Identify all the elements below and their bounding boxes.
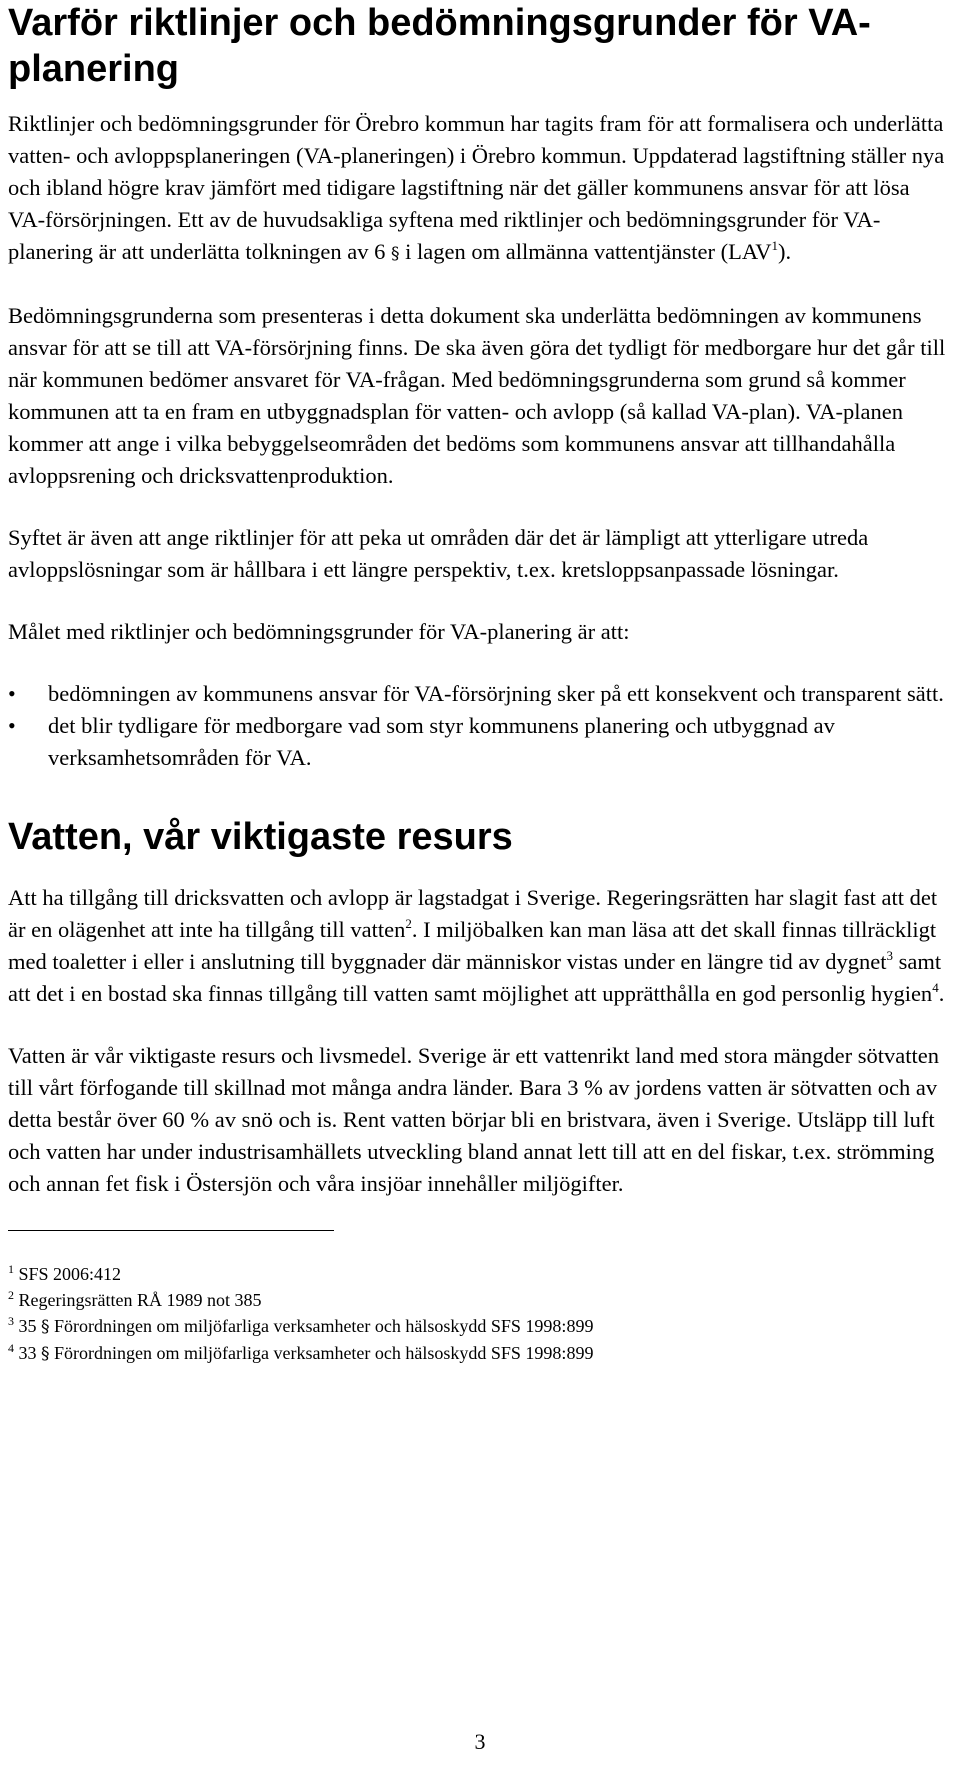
footnote-2 [8, 1287, 948, 1313]
paragraph-intro-text-c: ). [777, 239, 792, 264]
paragraph-intro [8, 108, 948, 270]
list-item [8, 710, 948, 774]
footnote-ref-3[interactable]: 3 [886, 948, 894, 963]
footnote-text-rest: Förordningen om miljöfarliga verksamheter och hälsoskydd SFS 1998:899 [49, 1343, 594, 1363]
paragraph-bedomningsgrunderna: Bedömningsgrunderna som presenteras i detta dokument ska underlätta bedömningen av kommunens ansvar för att se till att VA-försörjning finns. De ska även göra det tydligt för medborgare hur det går till när kommunen bedömer ansvaret för VA-frågan. Med bedömningsgrunderna som grund så kommer kommunen att ta en fram en utbyggnadsplan för vatten- och avlopp (så kallad VA-plan). VA-planen kommer att ange i vilka bebyggelseområden det bedöms som kommunens ansvar att tillhandahålla avloppsrening och dricksvattenproduktion. [8, 303, 946, 488]
bullet-icon: • [8, 681, 16, 706]
footnote-divider [8, 1230, 334, 1231]
footnote-1 [8, 1261, 948, 1287]
list-item-text: bedömningen av kommunens ansvar för VA-försörjning sker på ett konsekvent och transparent sätt. [48, 681, 944, 706]
footnote-number: 2 [8, 1288, 14, 1302]
footnote-number: 1 [8, 1262, 14, 1276]
footnote-number: 3 [8, 1314, 14, 1328]
paragraph-malet: Målet med riktlinjer och bedömningsgrunder för VA-planering är att: [8, 619, 630, 644]
page-number: 3 [474, 1729, 486, 1754]
list-item [8, 678, 948, 710]
paragraph-lagstadgat-text-b: . I miljöbalken kan man läsa att det skall finnas tillräckligt med toaletter i eller i anslutning till byggnader där människor vistas under en längre tid av dygnet [8, 917, 937, 974]
footnote-ref-2[interactable]: 2 [405, 916, 412, 931]
footnote-4 [8, 1340, 948, 1367]
footnote-text: 33 [14, 1343, 41, 1363]
paragraph-lagstadgat-text-d: . [938, 981, 945, 1006]
bullet-icon: • [8, 713, 16, 738]
heading-varfor-riktlinjer: Varför riktlinjer och bedömningsgrunder för VA-planering [8, 2, 871, 90]
footnote-text: SFS 2006:412 [14, 1264, 122, 1284]
footnote-text: 35 [14, 1316, 41, 1336]
paragraph-intro-text-a: Riktlinjer och bedömningsgrunder för Örebro kommun har tagits fram för att formalisera och underlätta vatten- och avloppsplaneringen (VA-planeringen) i Örebro kommun. Uppdaterad lagstiftning ställer nya och ibland högre krav jämfört med tidigare lagstiftning när det gäller kommunens ansvar för att lösa VA-försörjningen. Ett av de huvudsakliga syftena med riktlinjer och bedömningsgrunder för VA-planering är att underlätta tolkningen av 6 [8, 111, 945, 264]
paragraph-lagstadgat-text-a: Att ha tillgång till dricksvatten och avlopp är lagstadgat i Sverige. Regeringsrätten har slagit fast att det är en olägenhet att inte ha tillgång till vatten [8, 885, 938, 942]
paragraph-intro-text-b: i lagen om allmänna vattentjänster (LAV [399, 239, 772, 264]
list-item-text: det blir tydligare för medborgare vad som styr kommunens planering och utbyggnad av verksamhetsområden för VA. [48, 713, 835, 770]
footnote-3 [8, 1313, 948, 1340]
paragraph-lagstadgat-text-c: samt att det i en bostad ska finnas tillgång till vatten samt möjlighet att upprätthålla en god personlig hygien [8, 949, 942, 1006]
footnote-number: 4 [8, 1341, 14, 1355]
paragraph-lagstadgat [8, 882, 948, 1010]
footnote-ref-4[interactable]: 4 [932, 980, 939, 995]
goal-list [8, 678, 948, 774]
section-sign: § [391, 244, 400, 264]
footnote-text-rest: Förordningen om miljöfarliga verksamheter och hälsoskydd SFS 1998:899 [49, 1316, 594, 1336]
footnote-ref-1[interactable]: 1 [771, 238, 778, 253]
document-page [8, 0, 948, 1367]
footnote-text: Regeringsrätten RÅ 1989 not 385 [14, 1290, 262, 1310]
heading-vatten: Vatten, vår viktigaste resurs [8, 816, 513, 858]
section-sign: § [41, 1344, 50, 1364]
paragraph-syftet: Syftet är även att ange riktlinjer för att peka ut områden där det är lämpligt att ytterligare utreda avloppslösningar som är hållbara i ett längre perspektiv, t.ex. kretsloppsanpassade lösningar. [8, 525, 869, 582]
footnotes [8, 1261, 948, 1367]
paragraph-viktigaste-resurs: Vatten är vår viktigaste resurs och livsmedel. Sverige är ett vattenrikt land med stora mängder sötvatten till vårt förfogande till skillnad mot många andra länder. Bara 3 % av jordens vatten är sötvatten och av detta består över 60 % av snö och is. Rent vatten börjar bli en bristvara, även i Sverige. Utsläpp till luft och vatten har under industrisamhällets utveckling bland annat lett till att en del fiskar, t.ex. strömming och annan fet fisk i Östersjön och våra insjöar innehåller miljögifter. [8, 1043, 939, 1196]
section-sign: § [41, 1317, 50, 1337]
